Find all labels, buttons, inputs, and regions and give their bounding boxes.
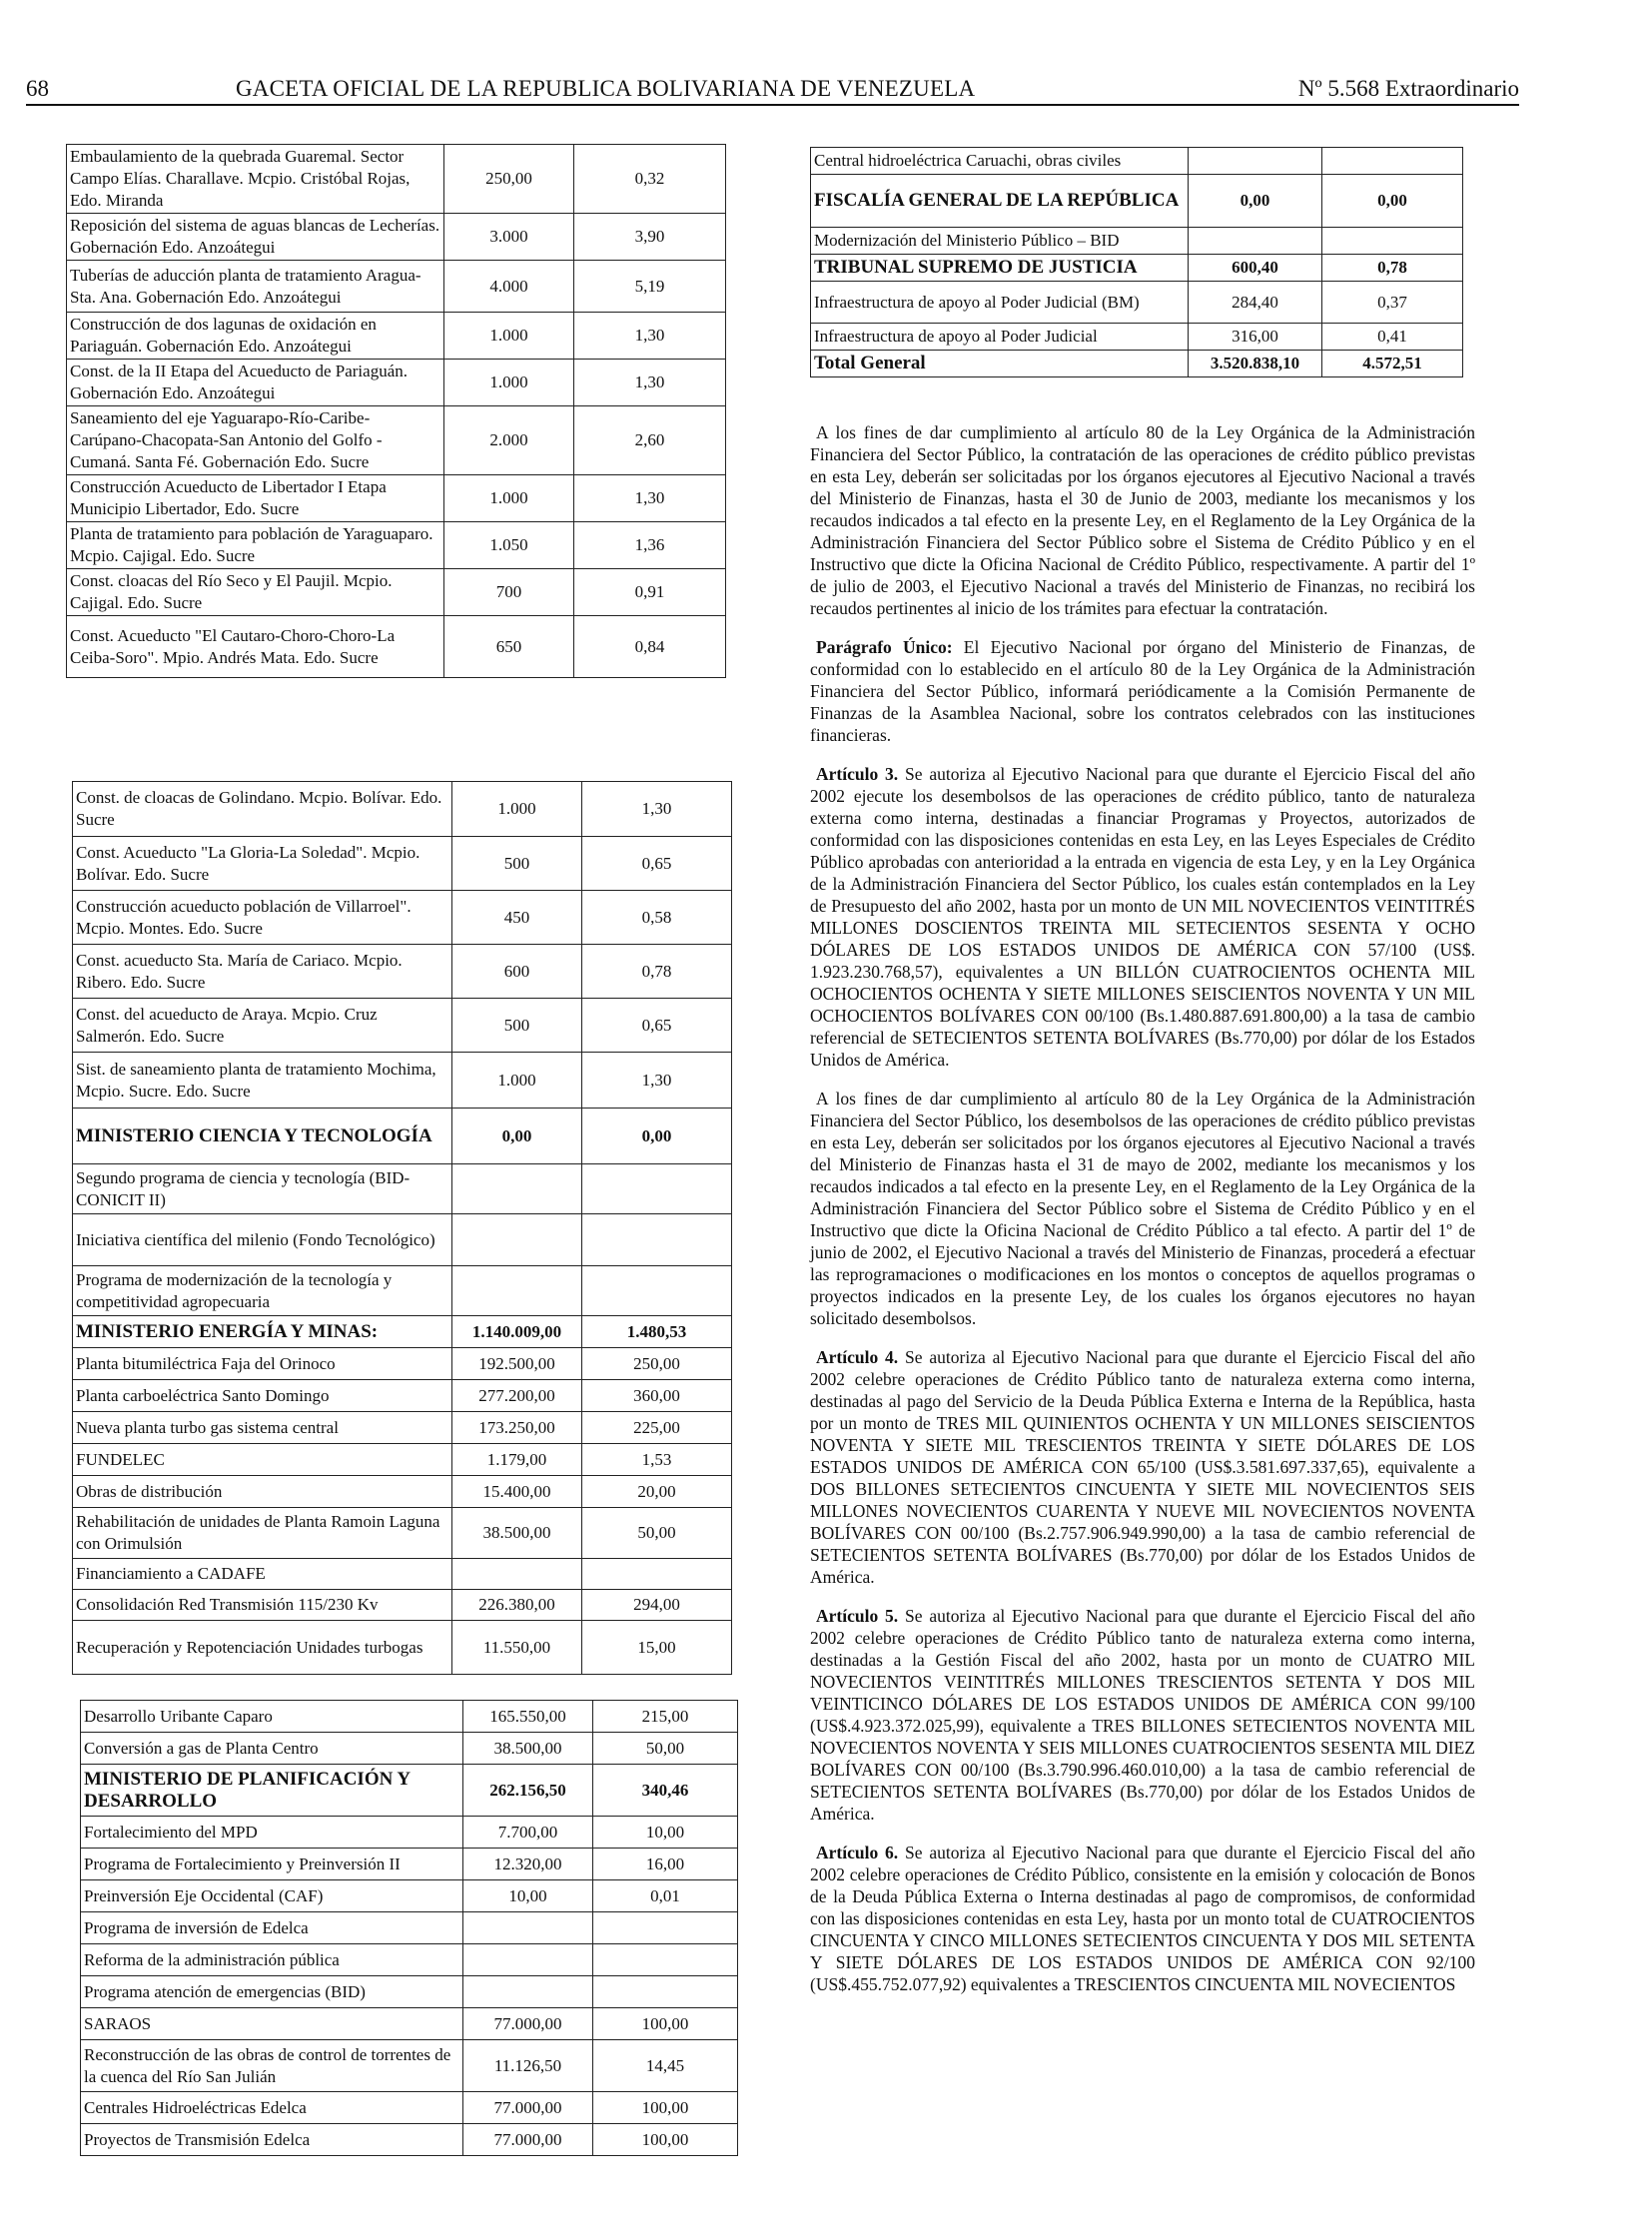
amount-usd-cell: [582, 1266, 732, 1316]
table-row: [81, 1701, 738, 1733]
project-name-cell: Const. cloacas del Río Seco y El Paujil. Mcpio. Cajigal. Edo. Sucre: [67, 569, 444, 616]
issue-number: Nº 5.568 Extraordinario: [1297, 76, 1519, 101]
article-3: Artículo 3. Se autoriza al Ejecutivo Nacional para que durante el Ejercicio Fiscal del año 2002 ejecute los desembolsos de las operaciones de crédito público, tanto de naturaleza externa como interna, destinadas a financiar Programas y Proyectos, autorizados de conformidad con las disposiciones contenidas en esta Ley, en las Leyes Especiales de Crédito Público aprobadas con anterioridad a la entrada en vigencia de esta Ley, y en la Ley Orgánica de la Administración Financiera del Sector Público, los cuales están contemplados en la Ley de Presupuesto del año 2002, hasta por un monto de UN MIL NOVECIENTOS VEINTITRÉS MILLONES DOSCIENTOS TREINTA MIL SETECIENTOS SESENTA Y OCHO DÓLARES DE LOS ESTADOS UNIDOS DE AMÉRICA CON 57/100 (US$. 1.923.230.768,57), equivalentes a UN BILLÓN CUATROCIENTOS OCHENTA MIL OCHOCIENTOS OCHENTA Y SIETE MILLONES SEISCIENTOS NOVENTA Y UN MIL OCHOCIENTOS BOLÍVARES CON 00/100 (Bs.1.480.887.691.800,00) a la tasa de cambio referencial de SETECIENTOS SETENTA BOLÍVARES (Bs.770,00) por dólar de los Estados Unidos de América.: [810, 764, 1475, 1070]
project-name-cell: Planta carboeléctrica Santo Domingo: [73, 1380, 452, 1412]
project-name-cell: Iniciativa científica del milenio (Fondo Tecnológico): [73, 1214, 452, 1266]
amount-usd-cell: 50,00: [582, 1508, 732, 1559]
amount-bs-cell: 262.156,50: [463, 1765, 593, 1817]
amount-bs-cell: 284,40: [1189, 282, 1322, 324]
table-row: [67, 522, 726, 569]
table-row: [67, 360, 726, 406]
project-name-cell: FUNDELEC: [73, 1444, 452, 1476]
project-name-cell: Consolidación Red Transmisión 115/230 Kv: [73, 1590, 452, 1621]
project-name-cell: Infraestructura de apoyo al Poder Judicial (BM): [811, 282, 1189, 324]
amount-usd-cell: 50,00: [593, 1733, 738, 1765]
amount-bs-cell: 10,00: [463, 1880, 593, 1912]
project-name-cell: Modernización del Ministerio Público – BID: [811, 228, 1189, 255]
table-row: [73, 1444, 732, 1476]
project-name-cell: Sist. de saneamiento planta de tratamiento Mochima, Mcpio. Sucre. Edo. Sucre: [73, 1053, 452, 1109]
table-row: [81, 2008, 738, 2040]
amount-usd-cell: 225,00: [582, 1412, 732, 1444]
amount-bs-cell: 250,00: [444, 145, 574, 214]
amount-bs-cell: 11.126,50: [463, 2040, 593, 2092]
amount-bs-cell: [452, 1214, 582, 1266]
amount-usd-cell: 0,32: [574, 145, 726, 214]
project-name-cell: Reposición del sistema de aguas blancas de Lecherías. Gobernación Edo. Anzoátegui: [67, 214, 444, 261]
table-row: [73, 1164, 732, 1214]
amount-bs-cell: [1189, 228, 1322, 255]
project-name-cell: Construcción Acueducto de Libertador I Etapa Municipio Libertador, Edo. Sucre: [67, 475, 444, 522]
table-row: [81, 2040, 738, 2092]
amount-bs-cell: 192.500,00: [452, 1348, 582, 1380]
amount-bs-cell: 1.000: [444, 475, 574, 522]
amount-usd-cell: 15,00: [582, 1621, 732, 1675]
amount-bs-cell: [463, 1944, 593, 1976]
project-name-cell: Nueva planta turbo gas sistema central: [73, 1412, 452, 1444]
amount-bs-cell: 500: [452, 837, 582, 891]
amount-usd-cell: 0,91: [574, 569, 726, 616]
amount-usd-cell: 0,78: [582, 945, 732, 999]
credit-table-part-1: [66, 144, 726, 678]
table-row: [81, 1849, 738, 1880]
amount-usd-cell: 0,65: [582, 837, 732, 891]
amount-bs-cell: 77.000,00: [463, 2008, 593, 2040]
amount-usd-cell: 0,00: [1322, 175, 1463, 228]
project-name-cell: Infraestructura de apoyo al Poder Judicial: [811, 324, 1189, 351]
table-row: [73, 1316, 732, 1348]
amount-bs-cell: 0,00: [452, 1109, 582, 1164]
credit-table-part-2: [72, 781, 732, 1675]
article-text: [810, 421, 1475, 2012]
table-row: [73, 1214, 732, 1266]
amount-usd-cell: 2,60: [574, 406, 726, 475]
project-name-cell: Programa de Fortalecimiento y Preinversión II: [81, 1849, 463, 1880]
amount-bs-cell: [1189, 148, 1322, 175]
credit-table-right: [810, 147, 1463, 377]
table-row: [73, 1412, 732, 1444]
project-name-cell: Const. Acueducto "El Cautaro-Choro-Choro-La Ceiba-Soro". Mpio. Andrés Mata. Edo. Sucre: [67, 616, 444, 678]
amount-usd-cell: 0,58: [582, 891, 732, 945]
project-name-cell: SARAOS: [81, 2008, 463, 2040]
amount-bs-cell: [452, 1266, 582, 1316]
project-name-cell: Saneamiento del eje Yaguarapo-Río-Caribe-Carúpano-Chacopata-San Antonio del Golfo - Cumaná. Santa Fé. Gobernación Edo. Sucre: [67, 406, 444, 475]
project-name-cell: MINISTERIO DE PLANIFICACIÓN Y DESARROLLO: [81, 1765, 463, 1817]
project-name-cell: Construcción de dos lagunas de oxidación en Pariaguán. Gobernación Edo. Anzoátegui: [67, 313, 444, 360]
project-name-cell: MINISTERIO CIENCIA Y TECNOLOGÍA: [73, 1109, 452, 1164]
project-name-cell: Proyectos de Transmisión Edelca: [81, 2124, 463, 2156]
table-row: [811, 148, 1463, 175]
amount-bs-cell: 173.250,00: [452, 1412, 582, 1444]
project-name-cell: MINISTERIO ENERGÍA Y MINAS:: [73, 1316, 452, 1348]
amount-bs-cell: 1.000: [444, 313, 574, 360]
amount-bs-cell: 12.320,00: [463, 1849, 593, 1880]
amount-usd-cell: [582, 1164, 732, 1214]
table-row: [73, 1109, 732, 1164]
project-name-cell: Const. Acueducto "La Gloria-La Soledad". Mcpio. Bolívar. Edo. Sucre: [73, 837, 452, 891]
amount-bs-cell: 600: [452, 945, 582, 999]
table-row: [73, 1380, 732, 1412]
table-row: [81, 1944, 738, 1976]
amount-bs-cell: 11.550,00: [452, 1621, 582, 1675]
project-name-cell: Reconstrucción de las obras de control de torrentes de la cuenca del Río San Julián: [81, 2040, 463, 2092]
table-row: [73, 999, 732, 1053]
table-row: [67, 569, 726, 616]
table-row: [73, 891, 732, 945]
amount-usd-cell: 3,90: [574, 214, 726, 261]
amount-bs-cell: 165.550,00: [463, 1701, 593, 1733]
amount-bs-cell: [452, 1559, 582, 1590]
amount-usd-cell: 215,00: [593, 1701, 738, 1733]
amount-usd-cell: 1.480,53: [582, 1316, 732, 1348]
table-row: [81, 1976, 738, 2008]
table-row: [73, 1053, 732, 1109]
table-row: [73, 1559, 732, 1590]
amount-bs-cell: 77.000,00: [463, 2124, 593, 2156]
project-name-cell: Total General: [811, 351, 1189, 377]
credit-table-part-3: [80, 1700, 738, 2156]
article-5: Artículo 5. Se autoriza al Ejecutivo Nacional para que durante el Ejercicio Fiscal del año 2002 celebre operaciones de Crédito Público tanto de naturaleza externa como interna, destinadas a la Gestión Fiscal del año 2002, hasta por un monto de CUATRO MIL NOVECIENTOS VEINTITRÉS MILLONES TRESCIENTOS SETENTA Y DOS MIL VEINTICINCO DÓLARES DE LOS ESTADOS UNIDOS DE AMÉRICA CON 99/100 (US$.4.923.372.025,99), equivalente a TRES BILLONES SETECIENTOS NOVENTA MIL NOVECIENTOS NOVENTA Y SEIS MILLONES CUATROCIENTOS SESENTA MIL DIEZ BOLÍVARES CON 00/100 (Bs.3.790.996.460.010,00) a la tasa de cambio referencial de SETECIENTOS SETENTA BOLÍVARES (Bs.770,00) por dólar de los Estados Unidos de América.: [810, 1606, 1475, 1824]
amount-usd-cell: [593, 1976, 738, 2008]
table-row: [811, 228, 1463, 255]
amount-usd-cell: 0,84: [574, 616, 726, 678]
amount-usd-cell: 5,19: [574, 261, 726, 313]
table-row: [811, 255, 1463, 282]
amount-bs-cell: 1.140.009,00: [452, 1316, 582, 1348]
table-row: [73, 1266, 732, 1316]
amount-bs-cell: 38.500,00: [463, 1733, 593, 1765]
paragraph: A los fines de dar cumplimiento al artículo 80 de la Ley Orgánica de la Administración Financiera del Sector Público, la contratación de las operaciones de crédito público previstas en esta Ley, deberán ser solicitadas por los órganos ejecutores al Ejecutivo Nacional a través del Ministerio de Finanzas, hasta el 30 de Junio de 2003, mediante los mecanismos y los recaudos indicados a tal efecto en la presente Ley, en el Reglamento de la Ley Orgánica de la Administración Financiera del Sector Público sobre el Sistema de Crédito Público y en el Instructivo que dicte la Oficina Nacional de Crédito Público, respectivamente. A partir del 1º de julio de 2003, el Ejecutivo Nacional a través del Ministerio de Finanzas, no recibirá los recaudos pertinentes al inicio de los trámites para efectuar la contratación.: [810, 422, 1475, 618]
article-6: Artículo 6. Se autoriza al Ejecutivo Nacional para que durante el Ejercicio Fiscal del año 2002 celebre operaciones de Crédito Público, consistente en la emisión y colocación de Bonos de la Deuda Pública Externa o Interna destinadas al pago de compromisos, de conformidad con las disposiciones contenidas en esta Ley, hasta por un monto total de CUATROCIENTOS CINCUENTA Y CINCO MILLONES SETECIENTOS CINCUENTA Y DOS MIL SETENTA Y SIETE DÓLARES DE LOS ESTADOS UNIDOS DE AMÉRICA CON 92/100 (US$.455.752.077,92) equivalentes a TRESCIENTOS CINCUENTA MIL NOVECIENTOS: [810, 1843, 1475, 1994]
gazette-title: GACETA OFICIAL DE LA REPUBLICA BOLIVARIANA DE VENEZUELA: [236, 76, 976, 101]
amount-usd-cell: [593, 1912, 738, 1944]
amount-usd-cell: 100,00: [593, 2008, 738, 2040]
project-name-cell: Recuperación y Repotenciación Unidades turbogas: [73, 1621, 452, 1675]
amount-usd-cell: 100,00: [593, 2124, 738, 2156]
project-name-cell: Const. de cloacas de Golindano. Mcpio. Bolívar. Edo. Sucre: [73, 782, 452, 837]
project-name-cell: TRIBUNAL SUPREMO DE JUSTICIA: [811, 255, 1189, 282]
project-name-cell: Embaulamiento de la quebrada Guaremal. Sector Campo Elías. Charallave. Mcpio. Cristóbal Rojas, Edo. Miranda: [67, 145, 444, 214]
table-row: [67, 145, 726, 214]
project-name-cell: FISCALÍA GENERAL DE LA REPÚBLICA: [811, 175, 1189, 228]
project-name-cell: Planta de tratamiento para población de Yaraguaparo. Mcpio. Cajigal. Edo. Sucre: [67, 522, 444, 569]
amount-usd-cell: 100,00: [593, 2092, 738, 2124]
table-row: [811, 175, 1463, 228]
amount-usd-cell: 1,36: [574, 522, 726, 569]
amount-bs-cell: 1.000: [452, 782, 582, 837]
project-name-cell: Desarrollo Uribante Caparo: [81, 1701, 463, 1733]
project-name-cell: Reforma de la administración pública: [81, 1944, 463, 1976]
table-row: [73, 1348, 732, 1380]
amount-bs-cell: 4.000: [444, 261, 574, 313]
article-4: Artículo 4. Se autoriza al Ejecutivo Nacional para que durante el Ejercicio Fiscal del año 2002 celebre operaciones de Crédito Público tanto de naturaleza externa como interna, destinadas al pago del Servicio de la Deuda Pública Externa e Interna de la República, hasta por un monto de TRES MIL QUINIENTOS OCHENTA Y UN MILLONES SEISCIENTOS NOVENTA Y SIETE MIL TRESCIENTOS TREINTA Y SIETE DÓLARES DE LOS ESTADOS UNIDOS DE AMÉRICA CON 65/100 (US$.3.581.697.337,65), equivalente a DOS BILLONES SETECIENTOS CINCUENTA Y SIETE MIL NOVECIENTOS SEIS MILLONES NOVECIENTOS CUARENTA Y NUEVE MIL NOVECIENTOS NOVENTA BOLÍVARES CON 00/100 (Bs.2.757.906.949.990,00) a la tasa de cambio referencial de SETECIENTOS SETENTA BOLÍVARES (Bs.770,00) por dólar de los Estados Unidos de América.: [810, 1347, 1475, 1587]
table-row: [73, 1621, 732, 1675]
project-name-cell: Const. del acueducto de Araya. Mcpio. Cruz Salmerón. Edo. Sucre: [73, 999, 452, 1053]
amount-usd-cell: 0,37: [1322, 282, 1463, 324]
table-row: [81, 1733, 738, 1765]
amount-bs-cell: 0,00: [1189, 175, 1322, 228]
amount-bs-cell: 450: [452, 891, 582, 945]
amount-usd-cell: 1,53: [582, 1444, 732, 1476]
amount-usd-cell: 340,46: [593, 1765, 738, 1817]
table-row: [67, 616, 726, 678]
amount-usd-cell: 0,78: [1322, 255, 1463, 282]
amount-bs-cell: 600,40: [1189, 255, 1322, 282]
amount-bs-cell: 650: [444, 616, 574, 678]
amount-usd-cell: 1,30: [582, 782, 732, 837]
amount-bs-cell: [463, 1912, 593, 1944]
page-number: 68: [26, 76, 49, 101]
amount-bs-cell: 1.000: [444, 360, 574, 406]
table-row: [67, 406, 726, 475]
project-name-cell: Obras de distribución: [73, 1476, 452, 1508]
project-name-cell: Fortalecimiento del MPD: [81, 1817, 463, 1849]
table-row: [811, 351, 1463, 377]
project-name-cell: Const. de la II Etapa del Acueducto de Pariaguán. Gobernación Edo. Anzoátegui: [67, 360, 444, 406]
amount-bs-cell: 15.400,00: [452, 1476, 582, 1508]
amount-usd-cell: 1,30: [574, 360, 726, 406]
amount-usd-cell: 4.572,51: [1322, 351, 1463, 377]
project-name-cell: Central hidroeléctrica Caruachi, obras civiles: [811, 148, 1189, 175]
amount-bs-cell: 77.000,00: [463, 2092, 593, 2124]
amount-bs-cell: 2.000: [444, 406, 574, 475]
table-row: [73, 945, 732, 999]
amount-bs-cell: [452, 1164, 582, 1214]
table-row: [67, 475, 726, 522]
project-name-cell: Programa de inversión de Edelca: [81, 1912, 463, 1944]
table-row: [81, 1817, 738, 1849]
amount-usd-cell: 1,30: [574, 313, 726, 360]
amount-usd-cell: 0,65: [582, 999, 732, 1053]
amount-usd-cell: 0,41: [1322, 324, 1463, 351]
table-row: [73, 782, 732, 837]
table-row: [73, 1508, 732, 1559]
amount-bs-cell: 316,00: [1189, 324, 1322, 351]
amount-bs-cell: 226.380,00: [452, 1590, 582, 1621]
project-name-cell: Financiamiento a CADAFE: [73, 1559, 452, 1590]
table-row: [81, 1912, 738, 1944]
amount-bs-cell: [463, 1976, 593, 2008]
project-name-cell: Construcción acueducto población de Villarroel". Mcpio. Montes. Edo. Sucre: [73, 891, 452, 945]
amount-usd-cell: 360,00: [582, 1380, 732, 1412]
amount-bs-cell: 1.000: [452, 1053, 582, 1109]
table-row: [67, 261, 726, 313]
amount-usd-cell: 250,00: [582, 1348, 732, 1380]
project-name-cell: Programa de modernización de la tecnología y competitividad agropecuaria: [73, 1266, 452, 1316]
amount-usd-cell: 14,45: [593, 2040, 738, 2092]
amount-bs-cell: 700: [444, 569, 574, 616]
table-row: [73, 1590, 732, 1621]
paragraph: Parágrafo Único: El Ejecutivo Nacional por órgano del Ministerio de Finanzas, de conformidad con lo establecido en el artículo 80 de la Ley Orgánica de la Administración Financiera del Sector Público, informará periódicamente a la Comisión Permanente de Finanzas de la Asamblea Nacional, sobre los contratos celebrados con las instituciones financieras.: [810, 637, 1475, 745]
amount-usd-cell: [1322, 148, 1463, 175]
page-header: [26, 74, 1519, 106]
paragraph: A los fines de dar cumplimiento al artículo 80 de la Ley Orgánica de la Administración Financiera del Sector Público, los desembolsos de las operaciones de crédito público previstas en esta Ley, deberán ser solicitados por los órganos ejecutores al Ejecutivo Nacional a través del Ministerio de Finanzas hasta el 31 de mayo de 2002, mediante los mecanismos y los recaudos indicados a tal efecto en la presente Ley, en el Reglamento de la Ley Orgánica de la Administración Financiera del Sector Público sobre el Sistema de Crédito Público y en el Instructivo que dicte la Oficina Nacional de Crédito Público a tal efecto. A partir del 1º de junio de 2002, el Ejecutivo Nacional a través del Ministerio de Finanzas, procederá a efectuar las reprogramaciones o modificaciones en los montos o conceptos de aquellos programas o proyectos indicados en la presente Ley, de los cuales los órganos ejecutores no hayan solicitado desembolsos.: [810, 1089, 1475, 1328]
project-name-cell: Programa atención de emergencias (BID): [81, 1976, 463, 2008]
amount-bs-cell: 38.500,00: [452, 1508, 582, 1559]
amount-usd-cell: [593, 1944, 738, 1976]
table-row: [67, 214, 726, 261]
table-row: [81, 1880, 738, 1912]
amount-usd-cell: 0,00: [582, 1109, 732, 1164]
project-name-cell: Tuberías de aducción planta de tratamiento Aragua- Sta. Ana. Gobernación Edo. Anzoátegui: [67, 261, 444, 313]
amount-usd-cell: 294,00: [582, 1590, 732, 1621]
amount-usd-cell: 1,30: [582, 1053, 732, 1109]
amount-usd-cell: [582, 1214, 732, 1266]
table-row: [73, 837, 732, 891]
project-name-cell: Segundo programa de ciencia y tecnología (BID-CONICIT II): [73, 1164, 452, 1214]
amount-bs-cell: 1.179,00: [452, 1444, 582, 1476]
project-name-cell: Planta bitumiléctrica Faja del Orinoco: [73, 1348, 452, 1380]
project-name-cell: Conversión a gas de Planta Centro: [81, 1733, 463, 1765]
table-row: [811, 282, 1463, 324]
amount-usd-cell: [582, 1559, 732, 1590]
project-name-cell: Const. acueducto Sta. María de Cariaco. Mcpio. Ribero. Edo. Sucre: [73, 945, 452, 999]
amount-bs-cell: 7.700,00: [463, 1817, 593, 1849]
amount-usd-cell: 16,00: [593, 1849, 738, 1880]
amount-bs-cell: 277.200,00: [452, 1380, 582, 1412]
amount-usd-cell: 1,30: [574, 475, 726, 522]
amount-usd-cell: 20,00: [582, 1476, 732, 1508]
amount-bs-cell: 3.000: [444, 214, 574, 261]
amount-bs-cell: 1.050: [444, 522, 574, 569]
project-name-cell: Centrales Hidroeléctricas Edelca: [81, 2092, 463, 2124]
table-row: [81, 2092, 738, 2124]
table-row: [67, 313, 726, 360]
amount-bs-cell: 3.520.838,10: [1189, 351, 1322, 377]
amount-bs-cell: 500: [452, 999, 582, 1053]
table-row: [81, 2124, 738, 2156]
amount-usd-cell: [1322, 228, 1463, 255]
table-row: [73, 1476, 732, 1508]
project-name-cell: Rehabilitación de unidades de Planta Ramoin Laguna con Orimulsión: [73, 1508, 452, 1559]
amount-usd-cell: 0,01: [593, 1880, 738, 1912]
table-row: [811, 324, 1463, 351]
project-name-cell: Preinversión Eje Occidental (CAF): [81, 1880, 463, 1912]
table-row: [81, 1765, 738, 1817]
amount-usd-cell: 10,00: [593, 1817, 738, 1849]
